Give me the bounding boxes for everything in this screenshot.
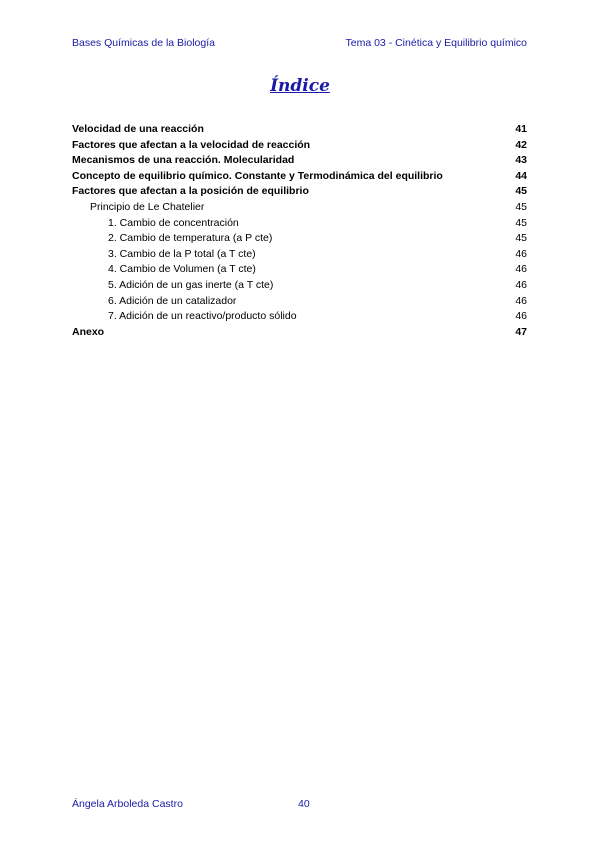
toc-entry-label: Mecanismos de una reacción. Molecularidad — [72, 154, 295, 167]
toc-entry-page: 45 — [515, 200, 527, 213]
toc-entry-page: 46 — [515, 247, 527, 260]
page-title: Índice — [270, 76, 330, 96]
toc-entry-label: 1. Cambio de concentración — [108, 216, 239, 229]
toc-entry-page: 46 — [515, 294, 527, 307]
toc-entry[interactable] — [72, 216, 527, 232]
toc-entry-page: 46 — [515, 310, 527, 323]
toc-entry-label: 2. Cambio de temperatura (a P cte) — [108, 232, 273, 245]
toc-entry[interactable] — [72, 262, 527, 278]
toc-entry[interactable] — [72, 231, 527, 247]
toc-entry[interactable] — [72, 138, 527, 154]
toc-entry-page: 45 — [515, 216, 527, 229]
toc-entry[interactable] — [72, 153, 527, 169]
toc-entry[interactable] — [72, 200, 527, 216]
toc-entry[interactable] — [72, 184, 527, 200]
toc-entry-page: 44 — [515, 169, 527, 182]
toc-entry[interactable] — [72, 294, 527, 310]
toc-entry-page: 46 — [515, 278, 527, 291]
table-of-contents — [72, 122, 527, 340]
toc-entry-page: 47 — [515, 325, 527, 338]
toc-entry[interactable] — [72, 169, 527, 185]
toc-entry-label: Anexo — [72, 325, 105, 338]
toc-entry-label: Principio de Le Chatelier — [90, 200, 205, 213]
toc-entry-page: 45 — [515, 232, 527, 245]
toc-entry-label: 5. Adición de un gas inerte (a T cte) — [108, 278, 274, 291]
toc-entry-label: 3. Cambio de la P total (a T cte) — [108, 247, 256, 260]
toc-entry[interactable] — [72, 122, 527, 138]
toc-entry[interactable] — [72, 247, 527, 263]
toc-entry-page: 45 — [515, 185, 527, 198]
footer-author: Ángela Arboleda Castro — [72, 798, 183, 810]
toc-entry-label: Factores que afectan a la velocidad de reacción — [72, 138, 311, 151]
toc-entry-label: 4. Cambio de Volumen (a T cte) — [108, 263, 256, 276]
toc-entry[interactable] — [72, 309, 527, 325]
header-chapter-title: Tema 03 - Cinética y Equilibrio químico — [345, 37, 527, 49]
toc-entry-label: 7. Adición de un reactivo/producto sólido — [108, 310, 297, 323]
toc-entry-label: Concepto de equilibrio químico. Constante y Termodinámica del equilibrio — [72, 169, 443, 182]
toc-entry-label: Velocidad de una reacción — [72, 123, 204, 135]
footer-page-number: 40 — [298, 798, 310, 810]
header-course-title: Bases Químicas de la Biología — [72, 37, 215, 49]
toc-entry-label: Factores que afectan a la posición de equilibrio — [72, 185, 309, 198]
toc-entry-page: 43 — [515, 154, 527, 167]
toc-entry-page: 42 — [515, 138, 527, 151]
toc-entry-page: 41 — [515, 123, 527, 135]
toc-entry-page: 46 — [515, 263, 527, 276]
toc-entry-label: 6. Adición de un catalizador — [108, 294, 237, 307]
toc-entry[interactable] — [72, 325, 527, 341]
toc-entry[interactable] — [72, 278, 527, 294]
